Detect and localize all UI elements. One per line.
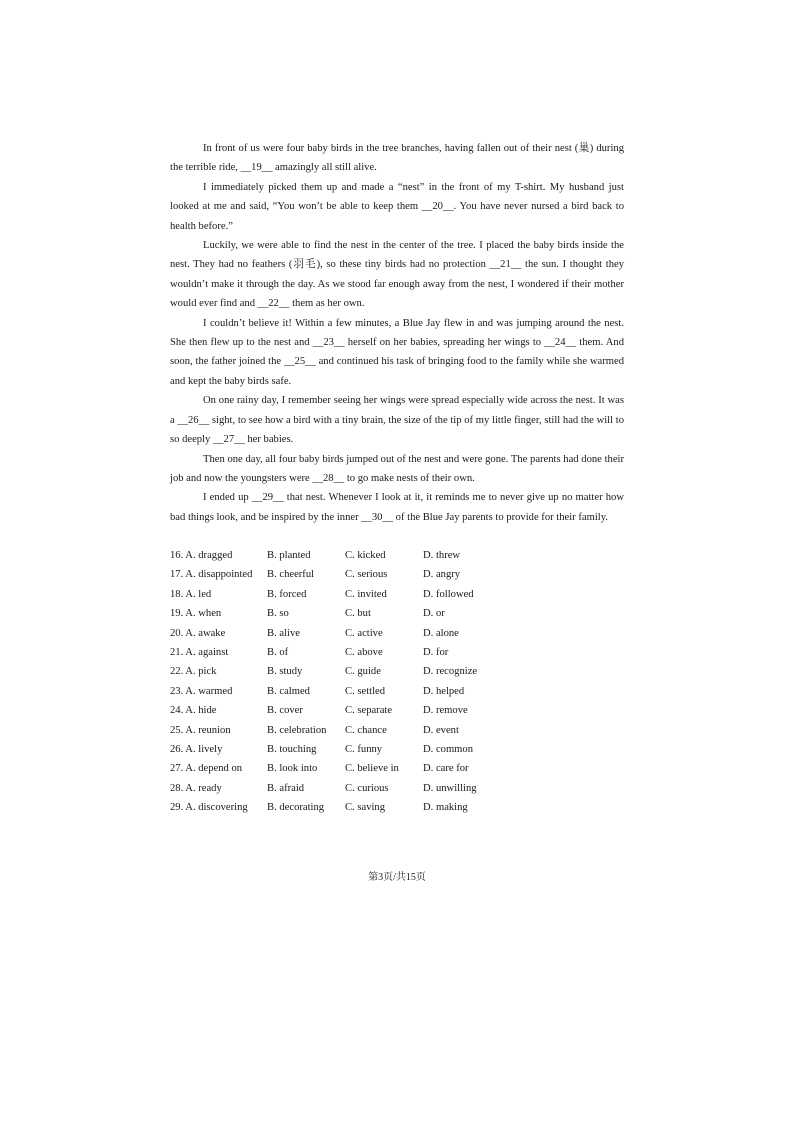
- option-row: [170, 585, 523, 604]
- option-c: C. separate: [345, 705, 393, 717]
- passage-paragraph: On one rainy day, I remember seeing her wings were spread especially wide across the nest. It was a __26__ sight, to see how a bird with a tiny brain, the size of the tip of my little finger, still had the will to so deeply __27__ her babies.: [170, 395, 624, 446]
- option-b: B. study: [267, 666, 303, 678]
- option-c: C. kicked: [345, 550, 386, 561]
- option-a: 17. A. disappointed: [170, 569, 253, 581]
- option-b: B. cover: [267, 705, 303, 717]
- option-d: D. followed: [423, 588, 474, 600]
- option-b: B. celebration: [267, 724, 327, 736]
- option-row: [170, 643, 523, 662]
- option-a: 18. A. led: [170, 588, 212, 600]
- option-d: D. care for: [423, 763, 469, 775]
- passage-paragraph: Then one day, all four baby birds jumped out of the nest and were gone. The parents had done their job and now the youngsters were __28__ to go make nests of their own.: [170, 453, 624, 484]
- option-c: C. funny: [345, 743, 383, 755]
- cloze-passage: [170, 139, 624, 527]
- option-a: 27. A. depend on: [170, 763, 243, 775]
- option-a: 28. A. ready: [170, 782, 222, 794]
- option-a: 25. A. reunion: [170, 724, 231, 736]
- option-a: 21. A. against: [170, 646, 229, 658]
- option-c: C. saving: [345, 802, 386, 814]
- option-d: D. helped: [423, 685, 465, 697]
- option-row: [170, 779, 523, 798]
- answer-options: [170, 546, 523, 817]
- option-d: D. for: [423, 646, 449, 658]
- option-c: C. active: [345, 627, 383, 639]
- option-row: [170, 682, 523, 701]
- option-d: D. recognize: [423, 666, 478, 678]
- option-b: B. decorating: [267, 802, 325, 814]
- passage-paragraph: I ended up __29__ that nest. Whenever I look at it, it reminds me to never give up no matter how bad things look, and be inspired by the inner __30__ of the Blue Jay parents to provide for their family.: [170, 492, 624, 523]
- option-c: C. guide: [345, 666, 381, 678]
- option-c: C. settled: [345, 685, 386, 697]
- option-d: D. angry: [423, 569, 461, 581]
- option-b: B. calmed: [267, 685, 310, 697]
- page-number: 第3页/共15页: [368, 872, 426, 883]
- option-b: B. alive: [267, 627, 300, 639]
- passage-paragraph: I couldn’t believe it! Within a few minutes, a Blue Jay flew in and was jumping around the nest. She then flew up to the nest and __23__ herself on her babies, spreading her wings to __24__ them. And soon, the father joined the __25__ and continued his task of bringing food to the family while she warmed and kept the baby birds safe.: [170, 317, 624, 387]
- option-row: [170, 759, 523, 778]
- option-b: B. afraid: [267, 782, 305, 794]
- option-row: [170, 546, 523, 565]
- passage-paragraph: Luckily, we were able to find the nest in the center of the tree. I placed the baby birds inside the nest. They had no feathers (羽毛), so these tiny birds had no protection __21__ the sun. I thought they wouldn’t make it through the day. As we stood far enough away from the nest, I wondered if their mother would ever find and __22__ them as her own.: [170, 240, 624, 310]
- option-row: [170, 604, 523, 623]
- option-row: [170, 740, 523, 759]
- option-c: C. curious: [345, 782, 389, 794]
- option-row: [170, 798, 523, 817]
- passage-paragraph: In front of us were four baby birds in the tree branches, having fallen out of their nest (巢) during the terrible ride, __19__ amazingly all still alive.: [170, 143, 624, 174]
- option-row: [170, 701, 523, 720]
- option-b: B. look into: [267, 763, 318, 775]
- option-b: B. so: [267, 608, 289, 620]
- option-b: B. of: [267, 646, 289, 658]
- passage-paragraph: I immediately picked them up and made a “nest” in the front of my T-shirt. My husband just looked at me and said, “You won’t be able to keep them __20__. You have never nursed a bird back to health before.”: [170, 181, 624, 232]
- option-c: C. believe in: [345, 763, 399, 775]
- option-a: 22. A. pick: [170, 666, 217, 678]
- option-c: C. serious: [345, 569, 388, 581]
- option-row: [170, 624, 523, 643]
- option-a: 19. A. when: [170, 608, 222, 620]
- option-d: D. common: [423, 743, 474, 755]
- option-d: D. or: [423, 608, 445, 620]
- option-d: D. unwilling: [423, 782, 477, 794]
- option-a: 24. A. hide: [170, 705, 217, 717]
- option-b: B. cheerful: [267, 569, 315, 581]
- option-d: D. alone: [423, 627, 459, 639]
- option-row: [170, 721, 523, 740]
- option-c: C. but: [345, 608, 371, 620]
- option-row: [170, 662, 523, 681]
- option-b: B. touching: [267, 743, 317, 755]
- option-b: B. planted: [267, 550, 311, 561]
- option-row: [170, 565, 523, 584]
- option-d: D. making: [423, 802, 468, 814]
- option-d: D. threw: [423, 550, 461, 561]
- option-a: 29. A. discovering: [170, 802, 248, 814]
- option-a: 20. A. awake: [170, 627, 226, 639]
- option-c: C. invited: [345, 588, 387, 600]
- option-c: C. above: [345, 646, 383, 658]
- option-d: D. event: [423, 724, 459, 736]
- option-a: 23. A. warmed: [170, 685, 233, 697]
- option-d: D. remove: [423, 705, 468, 717]
- option-c: C. chance: [345, 724, 387, 736]
- option-a: 26. A. lively: [170, 743, 223, 755]
- option-a: 16. A. dragged: [170, 550, 233, 561]
- option-b: B. forced: [267, 588, 307, 600]
